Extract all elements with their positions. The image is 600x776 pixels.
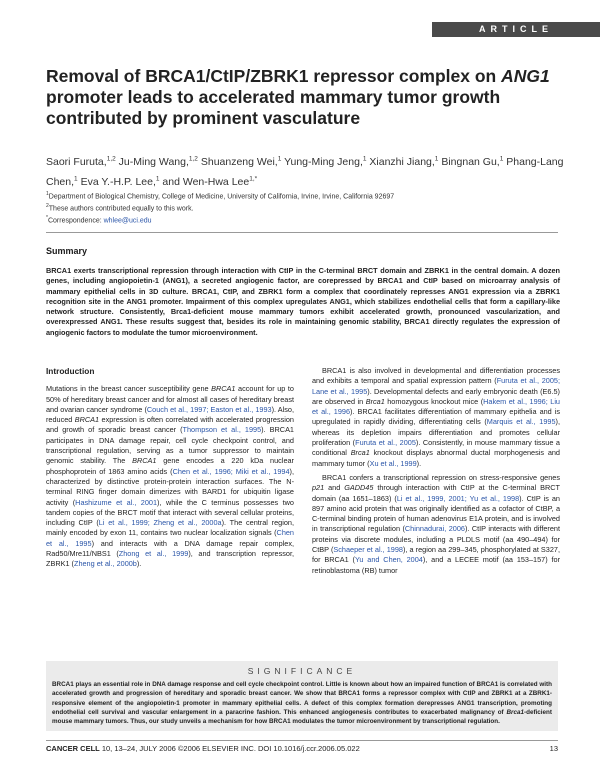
author-name: Shuanzeng Wei,$^1$ (197, 155, 282, 168)
right-column (312, 366, 560, 580)
author-name: Yung-Ming Jeng,$^1$ (281, 155, 367, 168)
author-name: Ju-Ming Wang,$^{1,2}$ (115, 155, 198, 168)
significance-box (46, 661, 558, 731)
reference-link[interactable]: Li et al., 1999, 2001; Yu et al., 1998 (396, 493, 520, 503)
author-name: Bingnan Gu,$^1$ (438, 155, 504, 168)
reference-link[interactable]: Chen et al., 1996; Miki et al., 1994 (172, 466, 290, 476)
divider (46, 232, 558, 233)
intro-paragraph: BRCA1 is also involved in developmental and differentiation processes and exhibits a temporal and spatial expression pattern (Furuta et al., 2005; Lane et al., 1995). Developmental defects and early embryonic death (E6.5) are observed in Brca1 homozygous knockout mice (Hakem et al., 1996; Liu et al., 1996). BRCA1 facilitates differentiation of mammary epithelia and is upregulated in rapidly dividing, differentiating cells (Marquis et al., 1995), whereas its depletion impairs differentiation and promotes cellular proliferation (Furuta et al., 2005). Consistently, in mouse mammary tissue a conditional Brca1 knockout displays abnormal ductal morphogenesis and mammary tumor (Xu et al., 1999). (312, 366, 561, 468)
article-title: Removal of BRCA1/CtIP/ZBRK1 repressor complex on ANG1 promoter leads to accelerated mammary tumor growth contributed by prominent vasculature (46, 66, 550, 128)
author-list (46, 150, 566, 191)
reference-link[interactable]: Chen et al., 1995 (46, 528, 294, 548)
reference-link[interactable]: Xu et al., 1999 (369, 458, 417, 468)
reference-link[interactable]: Thompson et al., 1995 (182, 425, 262, 435)
correspondence: *Correspondence: whlee@uci.edu (46, 214, 152, 224)
summary-heading: Summary (46, 246, 88, 256)
left-column (46, 366, 294, 574)
author-name: Saori Furuta,$^{1,2}$ (46, 155, 116, 168)
author-name: Phang-Lang Chen,$^1$ (46, 155, 564, 188)
reference-link[interactable]: Li et al., 1999; Zheng et al., 2000a (98, 518, 222, 528)
reference-link[interactable]: Chinnadurai, 2006 (404, 524, 465, 534)
reference-link[interactable]: Hakem et al., 1996; Liu et al., 1996 (312, 396, 560, 417)
reference-link[interactable]: Yu and Chen, 2004 (354, 555, 423, 565)
affiliation-2: $^2$These authors contributed equally to this work. (46, 202, 194, 213)
citation: 10, 13–24, JULY 2006 ©2006 ELSEVIER INC. DOI 10.1016/j.ccr.2006.05.022 (99, 744, 360, 753)
author-name: and Wen-Hwa Lee$^{1,*}$ (159, 175, 258, 188)
reference-link[interactable]: Furuta et al., 2005; Lane et al., 1995 (312, 376, 560, 396)
affiliation-1: $^1$Department of Biological Chemistry, College of Medicine, University of California, Irvine, Irvine, California 92697 (46, 191, 395, 201)
reference-link[interactable]: Zhong et al., 1999 (118, 549, 189, 559)
introduction-heading: Introduction (46, 366, 95, 376)
author-name: Xianzhi Jiang,$^1$ (366, 155, 439, 168)
reference-link[interactable]: Zheng et al., 2000b (73, 559, 137, 569)
summary-text: BRCA1 exerts transcriptional repression through interaction with CtIP in the C-terminal BRCT domain and ZBRK1 in the central domain. A dozen genes, including angiopoietin-1 (ANG1), a secreted angiogenic factor, are corepressed by BRCA1 and CtIP based on microarray analysis of mammary epithelial cells in 3D culture. BRCA1, CtIP, and ZBRK1 form a complex that coordinately represses ANG1 expression via a ZBRK1 recognition site in the ANG1 promoter. Impairment of this complex upregulates ANG1, which stabilizes endothelial cells that form a capillary-like network structure. Consistently, Brca1-deficient mouse mammary tumors exhibit accelerated growth, pronounced vascularization, and overexpressed ANG1. These results suggest that, besides its role in maintaining genomic stability, BRCA1 directly regulates the expression of angiogenic factors to modulate the tumor microenvironment. (46, 266, 560, 337)
footer-divider (46, 740, 558, 741)
affiliations (46, 190, 566, 225)
reference-link[interactable]: Couch et al., 1997; Easton et al., 1993 (146, 404, 272, 414)
page-number: 13 (549, 744, 558, 753)
reference-link[interactable]: Marquis et al., 1995 (486, 417, 556, 427)
journal-name: CANCER CELL (46, 744, 100, 753)
reference-link[interactable]: Hashizume et al., 2001 (75, 497, 158, 507)
intro-paragraph: Mutations in the breast cancer susceptibility gene BRCA1 account for up to 50% of hereditary breast cancer and for almost all cases of hereditary breast and ovarian cancer syndrome (Couch et al., 1997; Easton et al., 1993). Also, reduced BRCA1 expression is often correlated with accelerated progression and growth of sporadic breast cancer (Thompson et al., 1995). BRCA1 participates in DNA damage repair, cell cycle checkpoint control, and transcriptional regulation, serving as a tumor suppressor to maintain genomic stability. The BRCA1 gene encodes a 220 kDa nuclear phosphoprotein of 1863 amino acids (Chen et al., 1996; Miki et al., 1994), characterized by distinctive protein-protein interaction surfaces. The N-terminal RING finger domain dimerizes with BARD1 for ubiquitin ligase activity (Hashizume et al., 2001), while the C terminus possesses two tandem copies of the BRCT motif that interact with several cellular proteins, including CtIP (Li et al., 1999; Zheng et al., 2000a). The central region, mainly encoded by exon 11, contains two nuclear localization signals (Chen et al., 1995) and interacts with a DNA damage repair complex, Rad50/Mre11/NBS1 (Zhong et al., 1999), and transcription repressor, ZBRK1 (Zheng et al., 2000b). (46, 384, 294, 569)
reference-link[interactable]: Furuta et al., 2005 (355, 438, 416, 448)
significance-text: BRCA1 plays an essential role in DNA damage response and cell cycle checkpoint control. Little is known about how an impaired function of BRCA1 is correlated with accelerated growth and progression of hereditary and sporadic breast cancer. We show that BRCA1 forms a repressor complex with CtIP and ZBRK1 at a ZBRK1-responsive element of the angiopoietin-1 promoter in mammary epithelial cells. A defect of this complex formation derepresses ANG1 transcription, promoting endothelial cell survival and vascular enlargement in a paracrine fashion. This enhanced angiogenesis contributes to exacerbated malignancy of Brca1-deficient mouse mammary tumors. Thus, our study unveils a mechanism for how BRCA1 modulates the tumor microenvironment by transcriptional regulation. (52, 681, 552, 726)
intro-paragraph: BRCA1 confers a transcriptional repression on stress-responsive genes p21 and GADD45 through interaction with CtIP at the C-terminal BRCT domain (aa 1651–1863) (Li et al., 1999, 2001; Yu et al., 1998). CtIP is an 897 amino acid protein that was originally identified as a cofactor of CtBP, a C-terminal binding protein of human adenovirus E1A protein, and is involved in transcriptional regulation (Chinnadurai, 2006). CtIP interacts with different proteins via discrete modules, including a PLDLS motif (aa 490–494) for CtBP (Schaeper et al., 1998), a region aa 299–345, phosphorylated at S327, for BRCA1 (Yu and Chen, 2004), and a LECEE motif (aa 153–157) for retinoblastoma (RB) tumor (312, 472, 561, 575)
reference-link[interactable]: Schaeper et al., 1998 (333, 545, 403, 555)
author-name: Eva Y.-H.P. Lee,$^1$ (77, 175, 160, 188)
article-type-label: ARTICLE (432, 22, 600, 37)
significance-heading: SIGNIFICANCE (247, 666, 357, 676)
page-footer (46, 744, 558, 753)
correspondence-email-link[interactable]: whlee@uci.edu (103, 216, 152, 224)
